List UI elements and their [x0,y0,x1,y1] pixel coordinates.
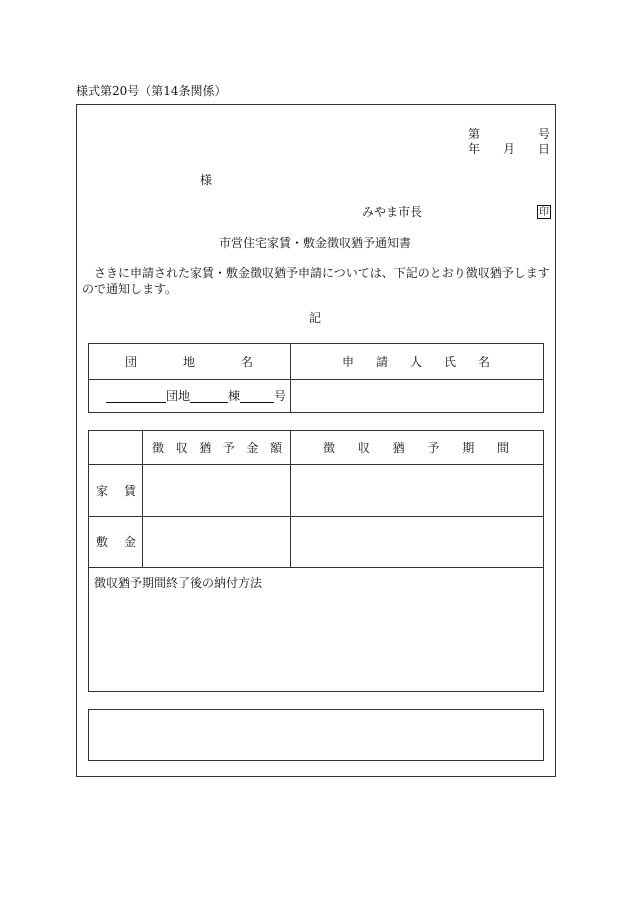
tou-label: 棟 [228,389,241,403]
date-day-label: 日 [537,142,550,156]
rent-period-field[interactable] [291,465,543,516]
remarks-box[interactable] [88,709,544,761]
payment-method-label: 徴収猶予期間終了後の納付方法 [94,576,263,590]
danchi-blank[interactable] [106,389,166,403]
issuer-name: みやま市長 [362,205,423,219]
form-number: 様式第20号（第14条関係） [76,84,227,98]
addressee-suffix: 様 [200,173,213,187]
tou-blank[interactable] [190,389,228,403]
payment-method-field[interactable] [89,591,543,691]
deposit-period-field[interactable] [291,517,543,567]
applicant-name-header: 申 請 人 氏 名 [342,355,490,369]
body-text-line2: ので通知します。 [82,282,178,296]
number-label-dai: 第 [468,127,481,141]
go-label: 号 [274,389,287,403]
rent-amount-field[interactable] [143,465,290,516]
document-title: 市営住宅家賃・敷金徴収猶予通知書 [218,236,411,250]
number-label-go: 号 [537,127,550,141]
ki-heading: 記 [308,311,321,325]
date-year-label: 年 [468,142,481,156]
deposit-row-label: 敷 金 [96,535,136,549]
housing-applicant-table [88,343,544,413]
danchi-name-header: 団 地 名 [125,355,253,369]
go-blank[interactable] [240,389,274,403]
housing-address-fill-line [106,389,286,403]
rent-row-label: 家 賃 [96,484,136,498]
applicant-name-field[interactable] [291,380,543,412]
deposit-amount-field[interactable] [143,517,290,567]
body-text-line1: さきに申請された家賃・敷金徴収猶予申請については、下記のとおり徴収猶予します [94,266,550,280]
document-number-line [468,127,550,141]
deferment-table [88,430,544,692]
deferment-period-header: 徴 収 猶 予 期 間 [323,441,509,455]
deferment-amount-header: 徴 収 猶 予 金 額 [152,441,282,455]
date-month-label: 月 [502,142,515,156]
date-line [468,142,550,156]
seal-mark: 印 [539,207,549,218]
danchi-label: 団地 [166,389,191,403]
